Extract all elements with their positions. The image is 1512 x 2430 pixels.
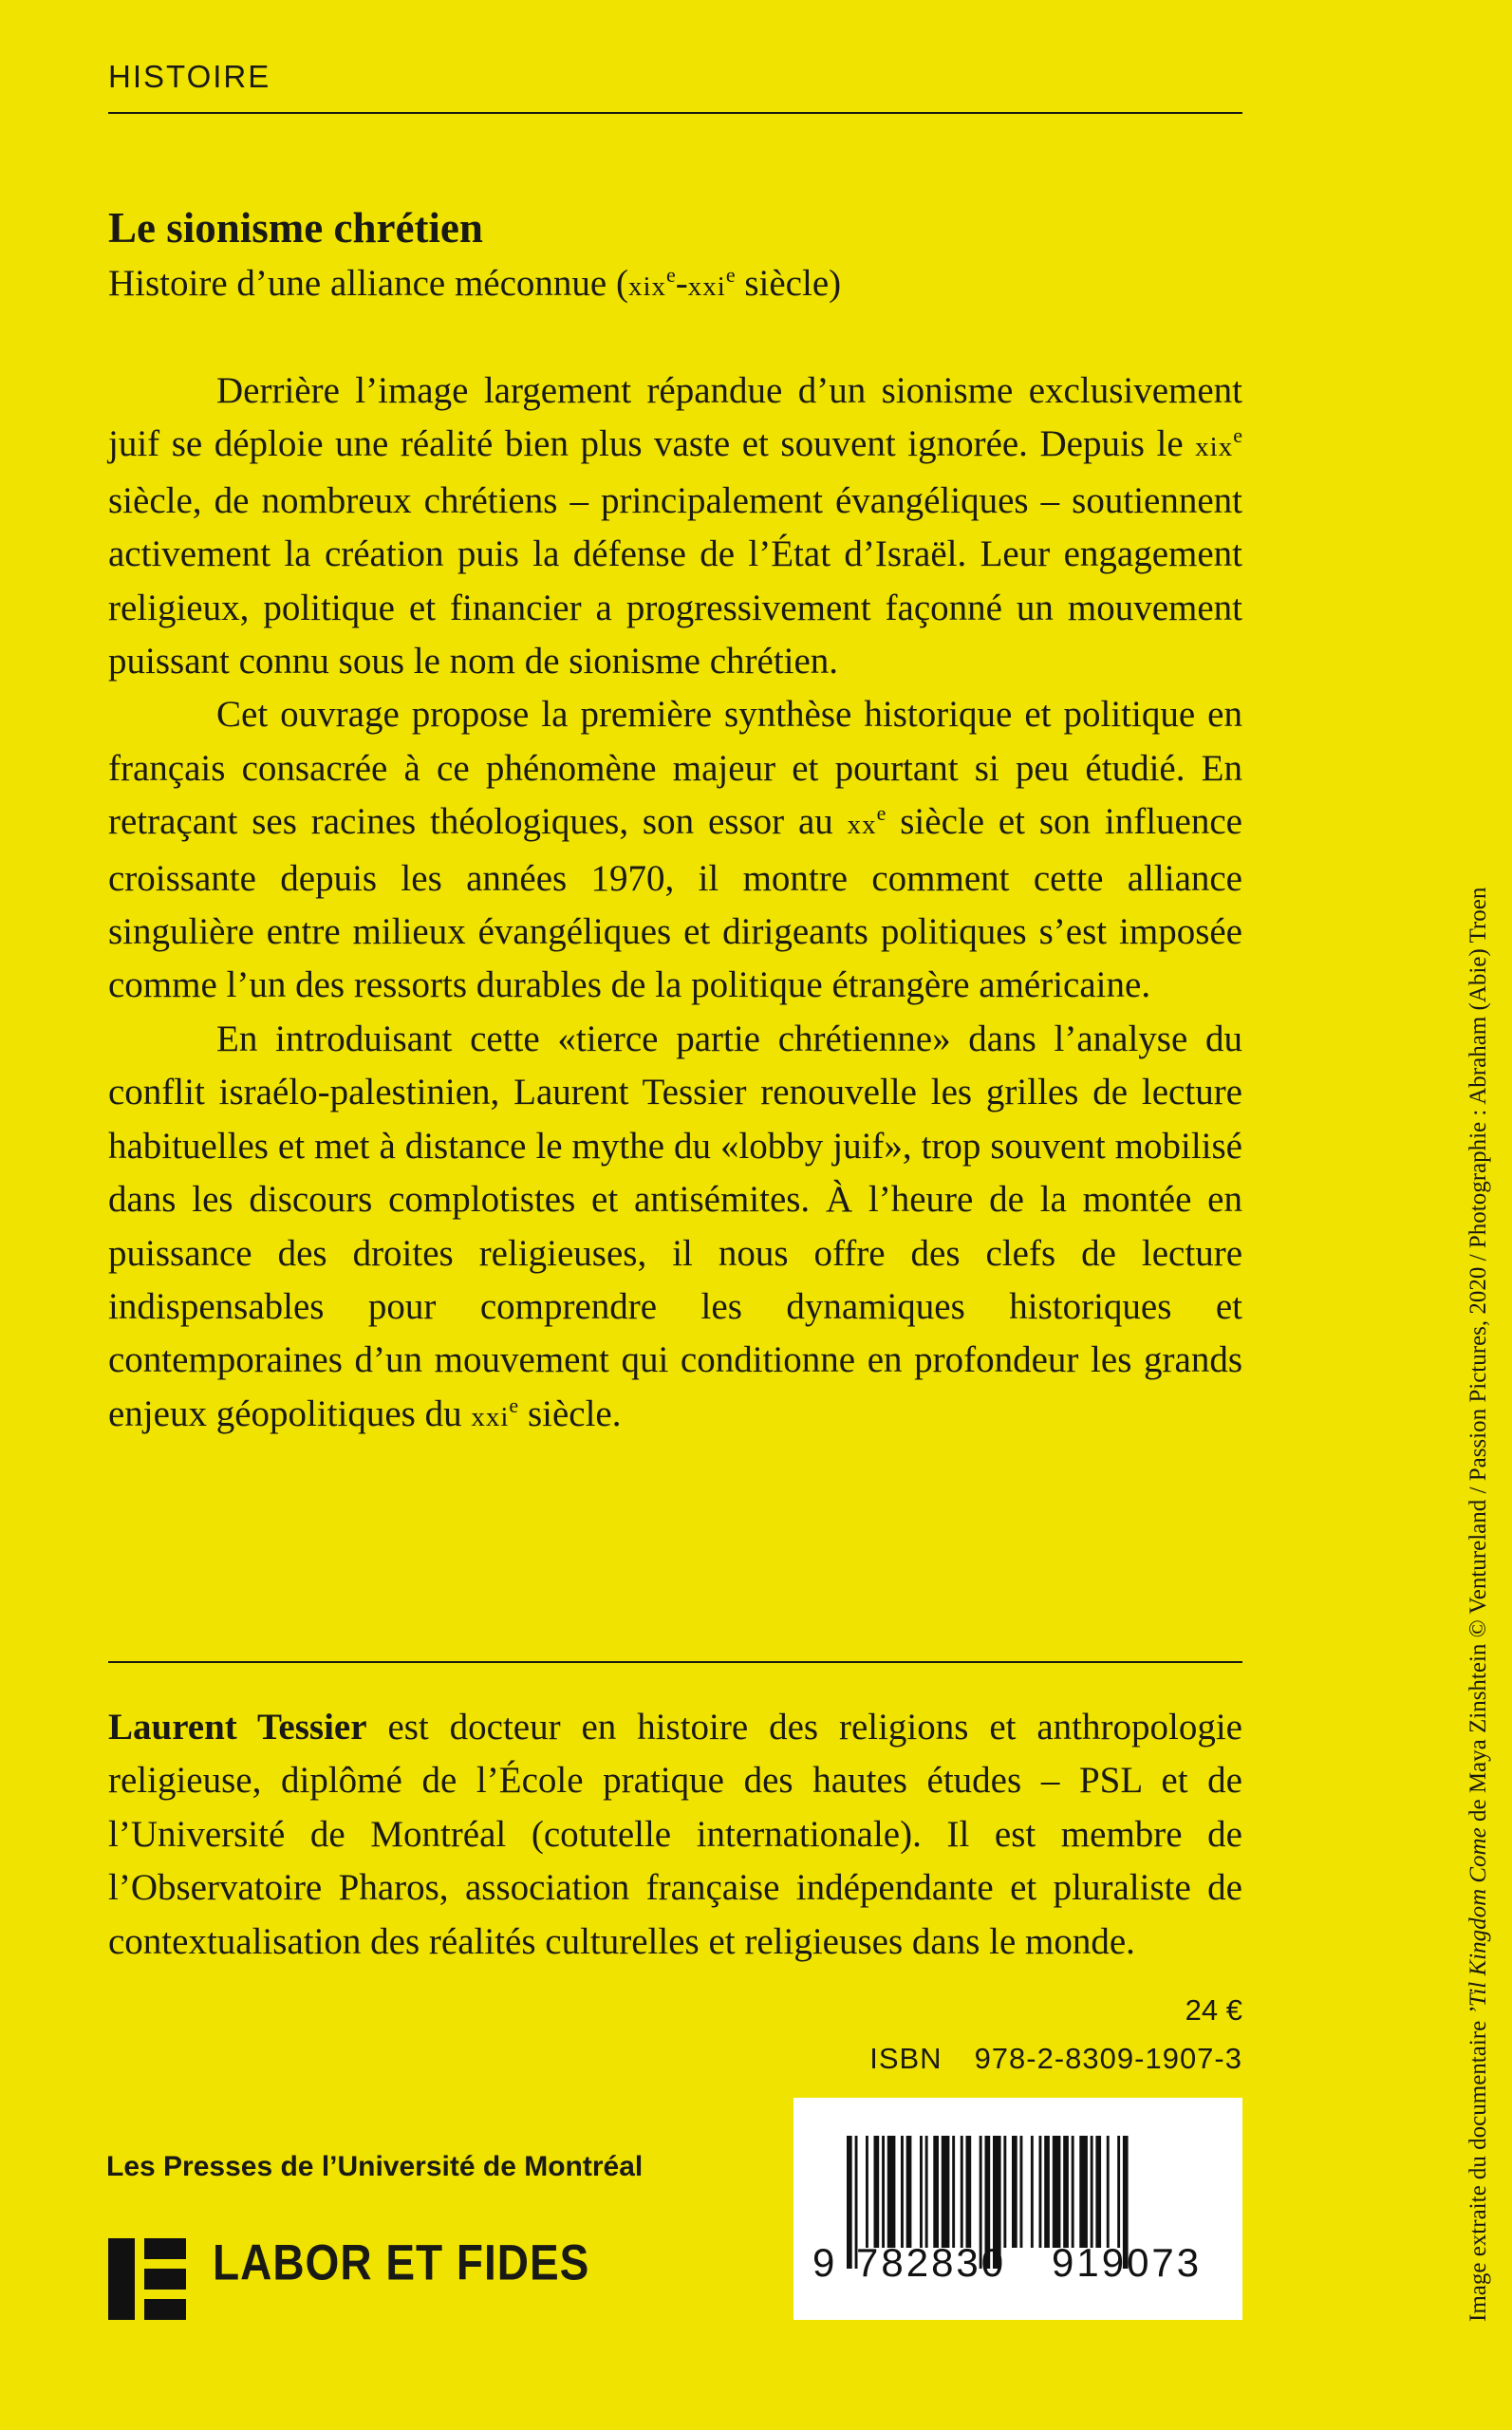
publisher-labor-et-fides: LABOR ET FIDES [213,2234,590,2290]
description-paragraph: Cet ouvrage propose la première synthèse historique et politique en français consacrée à ce phénomène majeur et pourtant si peu étudié. En retraçant ses racines théologiques, son essor au $xx^e$ siècle et son influence croissante depuis les années 1970, il montre comment cette alliance singulière entre milieux évangéliques et dirigeants politiques s’est imposée comme l’un des ressorts durables de la politique étrangère américaine. [108,694,1242,1006]
book-description [108,364,1242,1444]
author-name: Laurent Tessier [108,1707,367,1748]
barcode-digits: 9 782830 919073 [812,2240,1203,2285]
labor-et-fides-logo-icon [108,2238,186,2320]
book-title: Le sionisme chrétien [108,204,483,252]
isbn-barcode [793,2098,1242,2320]
price: 24 € [1185,1993,1242,2027]
book-subtitle: Histoire d’une alliance méconnue (xix$^e$-xxi$^e$ siècle) [108,263,842,304]
photo-credit: Image extraite du documentaire ’Til Kingdom Come de Maya Zinshtein © Ventureland / Passion Pictures, 2020 / Photographie : Abraham (Abie) Troen [1465,887,1491,2322]
description-paragraph: Derrière l’image largement répandue d’un sionisme exclusivement juif se déploie une réalité bien plus vaste et souvent ignorée. Depuis le xix$^e$ siècle, de nombreux chrétiens – principalement évangéliques – soutiennent activement la création puis la défense de l’État d’Israël. Leur engagement religieux, politique et financier a progressivement façonné un mouvement puissant connu sous le nom de sionisme chrétien. [108,370,1242,682]
description-paragraph: En introduisant cette «tierce partie chrétienne» dans l’analyse du conflit israélo-palestinien, Laurent Tessier renouvelle les grilles de lecture habituelles et met à distance le mythe du «lobby juif», trop souvent mobilisé dans les discours complotistes et antisémites. À l’heure de la montée en puissance des droites religieuses, il nous offre des clefs de lecture indispensables pour comprendre les dynamiques historiques et contemporaines d’un mouvement qui conditionne en profondeur les grands enjeux géopolitiques du xxi$^e$ siècle. [108,1018,1242,1434]
publisher-pum: Les Presses de l’Université de Montréal [106,2151,644,2182]
author-bio: Laurent Tessier est docteur en histoire des religions et anthropologie religieuse, diplômé de l’École pratique des hautes études – PSL et de l’Université de Montréal (cotutelle internationale). Il est membre de l’Observatoire Pharos, association française indépendante et pluraliste de contextualisation des réalités culturelles et religieuses dans le monde. [108,1707,1242,1962]
isbn: ISBN 978-2-8309-1907-3 [869,2042,1242,2075]
top-divider [108,112,1242,114]
author-divider [108,1661,1242,1663]
category-label: HISTOIRE [108,59,271,94]
